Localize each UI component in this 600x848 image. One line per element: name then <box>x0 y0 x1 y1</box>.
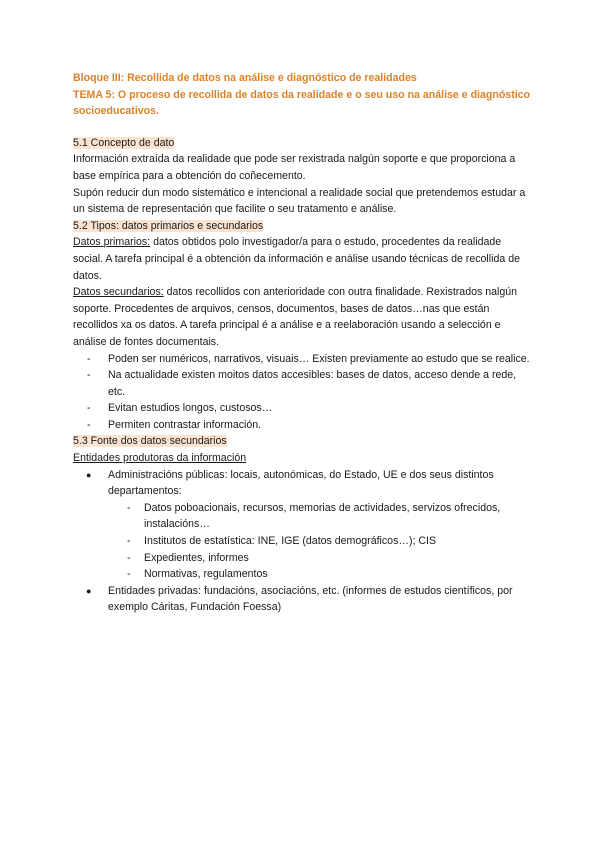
tema-title: TEMA 5: O proceso de recollida de datos da realidade e o seu uso na análise e diagnóstico socioeducativos. <box>73 88 531 118</box>
secundarios-list <box>73 351 533 434</box>
paragraph: Supón reducir dun modo sistemático e intencional a realidade social que pretendemos estudar a un sistema de representación que facilite o seu tratamento e análise. <box>73 186 526 216</box>
entidades-subheading: Entidades produtoras da información <box>73 452 247 465</box>
section-5-1 <box>73 135 533 218</box>
section-5-3 <box>73 433 533 616</box>
section-heading-5-2: 5.2 Tipos: datos primarios e secundarios <box>73 219 264 232</box>
entidades-list <box>73 467 533 616</box>
admin-text: Administracións públicas: locais, autonómicas, do Estado, UE e dos seus distintos departamentos: <box>108 468 494 498</box>
primarios-text: datos obtidos polo investigador/a para o estudo, procedentes da realidade social. A tarefa principal é a obtención da información e análise usando técnicas de recollida de datos. <box>73 236 520 282</box>
list-item: - Expedientes, informes <box>108 550 533 567</box>
document-page <box>73 70 533 616</box>
secundarios-label: Datos secundarios: <box>73 286 164 299</box>
section-heading-5-1: 5.1 Concepto de dato <box>73 136 175 149</box>
admin-sub-list <box>108 500 533 583</box>
primarios-label: Datos primarios: <box>73 236 151 249</box>
section-heading-5-3: 5.3 Fonte dos datos secundarios <box>73 435 227 448</box>
primarios-paragraph <box>73 234 533 284</box>
list-item: - Poden ser numéricos, narrativos, visuais… Existen previamente ao estudo que se realice. <box>73 351 533 368</box>
list-item: - Evitan estudios longos, custosos… <box>73 400 533 417</box>
list-item-privadas: ● Entidades privadas: fundacións, asociacións, etc. (informes de estudos científicos, por exemplo Cáritas, Fundación Foessa) <box>73 583 533 616</box>
list-item: - Normativas, regulamentos <box>108 566 533 583</box>
paragraph: Información extraída da realidade que pode ser rexistrada nalgún soporte e que proporciona a base empírica para a obtención do coñecemento. <box>73 153 516 182</box>
list-item-administracions <box>73 467 533 583</box>
secundarios-text: datos recollidos con anterioridade con outra finalidade. Rexistrados nalgún soporte. Procedentes de arquivos, censos, documentos, bases de datos…nas que están recollidos xa os datos. A tarefa principal é a análise e a reelaboración usando a selección e análise de fontes documentais. <box>73 286 518 348</box>
list-item: - Na actualidade existen moitos datos accesibles: bases de datos, acceso dende a rede, etc. <box>73 367 533 400</box>
list-item: - Institutos de estatística: INE, IGE (datos demográficos…); CIS <box>108 533 533 550</box>
list-item: - Permiten contrastar información. <box>73 417 533 434</box>
secundarios-paragraph <box>73 284 533 350</box>
list-item: - Datos poboacionais, recursos, memorias de actividades, servizos ofrecidos, instalacións… <box>108 500 533 533</box>
block-title: Bloque III: Recollida de datos na análise e diagnóstico de realidades <box>73 72 417 84</box>
section-5-2 <box>73 218 533 434</box>
